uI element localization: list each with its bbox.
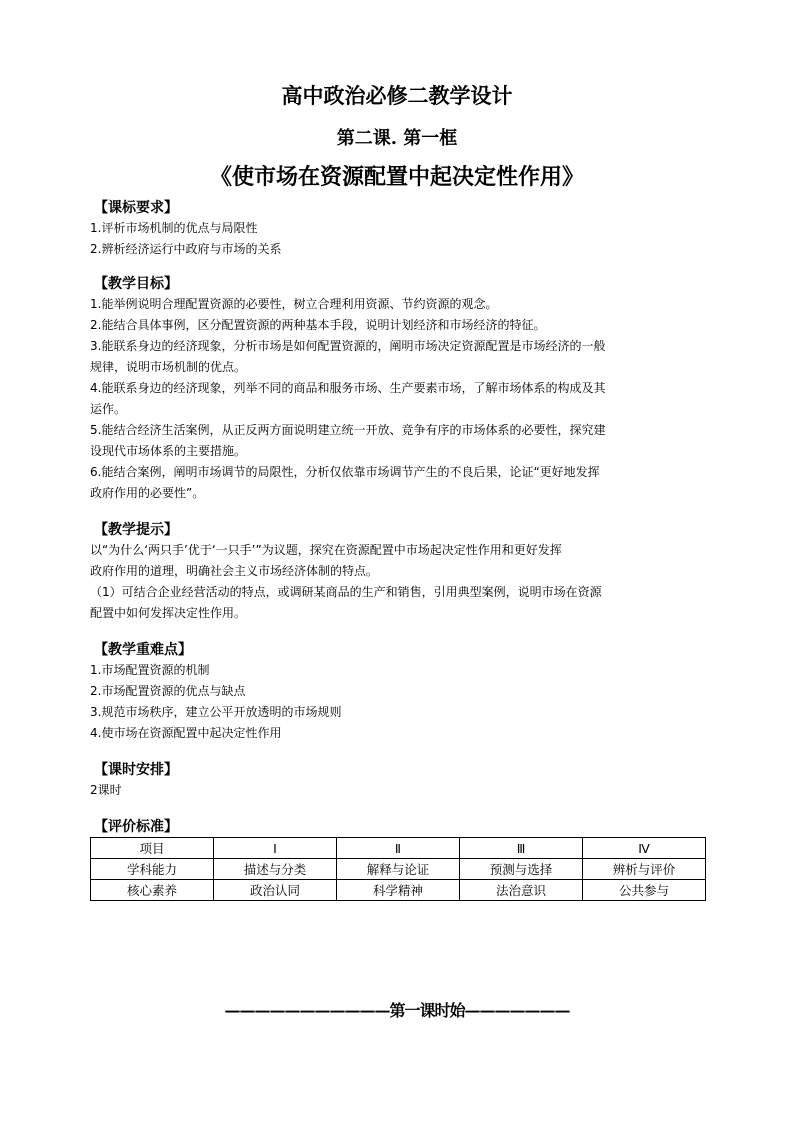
table-cell: 辨析与评价 <box>583 859 706 880</box>
list-item: 2.辨析经济运行中政府与市场的关系 <box>90 242 282 256</box>
table-row <box>91 880 706 901</box>
document-body <box>90 198 700 901</box>
table-cell: 预测与选择 <box>460 859 583 880</box>
table-row <box>91 838 706 859</box>
table-cell: 描述与分类 <box>214 859 337 880</box>
text-line: 运作。 <box>90 402 127 416</box>
table-cell: 项目 <box>91 838 214 859</box>
section-heading: 【教学目标】 <box>94 276 178 292</box>
section-heading: 【评价标准】 <box>94 819 178 835</box>
section-evaluation <box>90 817 700 901</box>
list-item: 2.市场配置资源的优点与缺点 <box>90 684 246 698</box>
text-line: 6.能结合案例，阐明市场调节的局限性，分析仅依靠市场调节产生的不良后果，论证“更好地发挥 <box>90 465 600 479</box>
table-cell: 核心素养 <box>91 880 214 901</box>
table-cell: 政治认同 <box>214 880 337 901</box>
lesson-start-divider: ———————————第一课时始——————— <box>224 1001 570 1020</box>
text-line: 以“为什么‘两只手’优于‘一只手’”为议题，探究在资源配置中市场起决定性作用和更好发挥 <box>90 543 562 557</box>
section-key-points <box>90 640 700 744</box>
section-heading: 【教学提示】 <box>94 522 178 538</box>
section-hints <box>90 520 700 624</box>
section-objectives <box>90 274 700 504</box>
section-schedule <box>90 760 700 801</box>
table-cell: 学科能力 <box>91 859 214 880</box>
table-row <box>91 859 706 880</box>
table-cell: 科学精神 <box>337 880 460 901</box>
text-line: 4.能联系身边的经济现象，列举不同的商品和服务市场、生产要素市场，了解市场体系的构成及其 <box>90 381 606 395</box>
section-heading: 【课标要求】 <box>94 200 178 216</box>
list-item: 1.市场配置资源的机制 <box>90 663 210 677</box>
table-cell: 公共参与 <box>583 880 706 901</box>
section-heading: 【课时安排】 <box>94 762 178 778</box>
evaluation-table <box>90 837 706 901</box>
text-line: 政府作用的道理，明确社会主义市场经济体制的特点。 <box>90 564 379 578</box>
table-cell: Ⅰ <box>214 838 337 859</box>
text-line: 政府作用的必要性”。 <box>90 486 205 500</box>
table-cell: Ⅲ <box>460 838 583 859</box>
section-curriculum <box>90 198 700 260</box>
table-cell: 法治意识 <box>460 880 583 901</box>
text-line: 配置中如何发挥决定性作用。 <box>90 606 247 620</box>
section-heading: 【教学重难点】 <box>94 642 192 658</box>
list-item: 1.评析市场机制的优点与局限性 <box>90 221 258 235</box>
text-line: 规律，说明市场机制的优点。 <box>90 360 247 374</box>
text-line: 1.能举例说明合理配置资源的必要性，树立合理利用资源、节约资源的观念。 <box>90 297 498 311</box>
text-line: （1）可结合企业经营活动的特点，或调研某商品的生产和销售，引用典型案例，说明市场在资源 <box>90 585 602 599</box>
table-cell: Ⅱ <box>337 838 460 859</box>
text-line: 5.能结合经济生活案例，从正反两方面说明建立统一开放、竞争有序的市场体系的必要性，探究建 <box>90 423 606 437</box>
list-item: 4.使市场在资源配置中起决定性作用 <box>90 726 282 740</box>
table-cell: 解释与论证 <box>337 859 460 880</box>
text-line: 设现代市场体系的主要措施。 <box>90 444 247 458</box>
lesson-title: 《使市场在资源配置中起决定性作用》 <box>209 165 584 190</box>
text-line: 2.能结合具体事例，区分配置资源的两种基本手段，说明计划经济和市场经济的特征。 <box>90 318 546 332</box>
document-subtitle: 第二课. 第一框 <box>336 128 458 149</box>
document-title: 高中政治必修二教学设计 <box>281 83 513 108</box>
list-item: 3.规范市场秩序，建立公平开放透明的市场规则 <box>90 705 342 719</box>
text-line: 2课时 <box>90 783 122 797</box>
table-cell: Ⅳ <box>583 838 706 859</box>
text-line: 3.能联系身边的经济现象，分析市场是如何配置资源的，阐明市场决定资源配置是市场经济的一般 <box>90 339 606 353</box>
